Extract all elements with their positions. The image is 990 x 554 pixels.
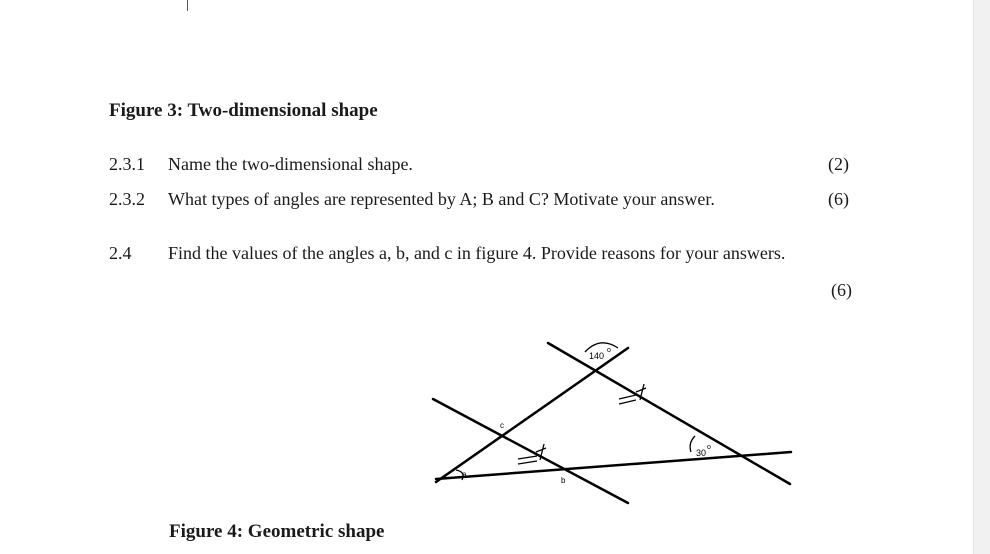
question-marks: (6) (831, 280, 852, 300)
question-number: 2.4 (109, 243, 132, 263)
angle-b-label: b (561, 476, 566, 485)
angle-c-label: c (500, 421, 504, 430)
degree-symbol: o (707, 444, 711, 451)
angle-a-label: a (462, 470, 467, 479)
degree-symbol: o (607, 347, 611, 354)
question-text: Find the values of the angles a, b, and c in figure 4. Provide reasons for your answers. (168, 243, 786, 263)
angle-30-label: 30 (696, 448, 707, 458)
question-number: 2.3.1 (109, 154, 145, 174)
horizontal-line (436, 452, 791, 479)
question-marks: (2) (828, 154, 849, 174)
angle-140-label: 140 (589, 351, 605, 361)
angle-30-arc (690, 436, 695, 452)
question-text: What types of angles are represented by A; B and C? Motivate your answer. (168, 189, 715, 209)
question-number: 2.3.2 (109, 189, 145, 209)
figure-3-title: Figure 3: Two-dimensional shape (109, 100, 378, 121)
question-marks: (6) (828, 189, 849, 209)
line-top-to-right (548, 343, 790, 484)
question-text: Name the two-dimensional shape. (168, 154, 413, 174)
figure-4-title: Figure 4: Geometric shape (169, 521, 385, 542)
